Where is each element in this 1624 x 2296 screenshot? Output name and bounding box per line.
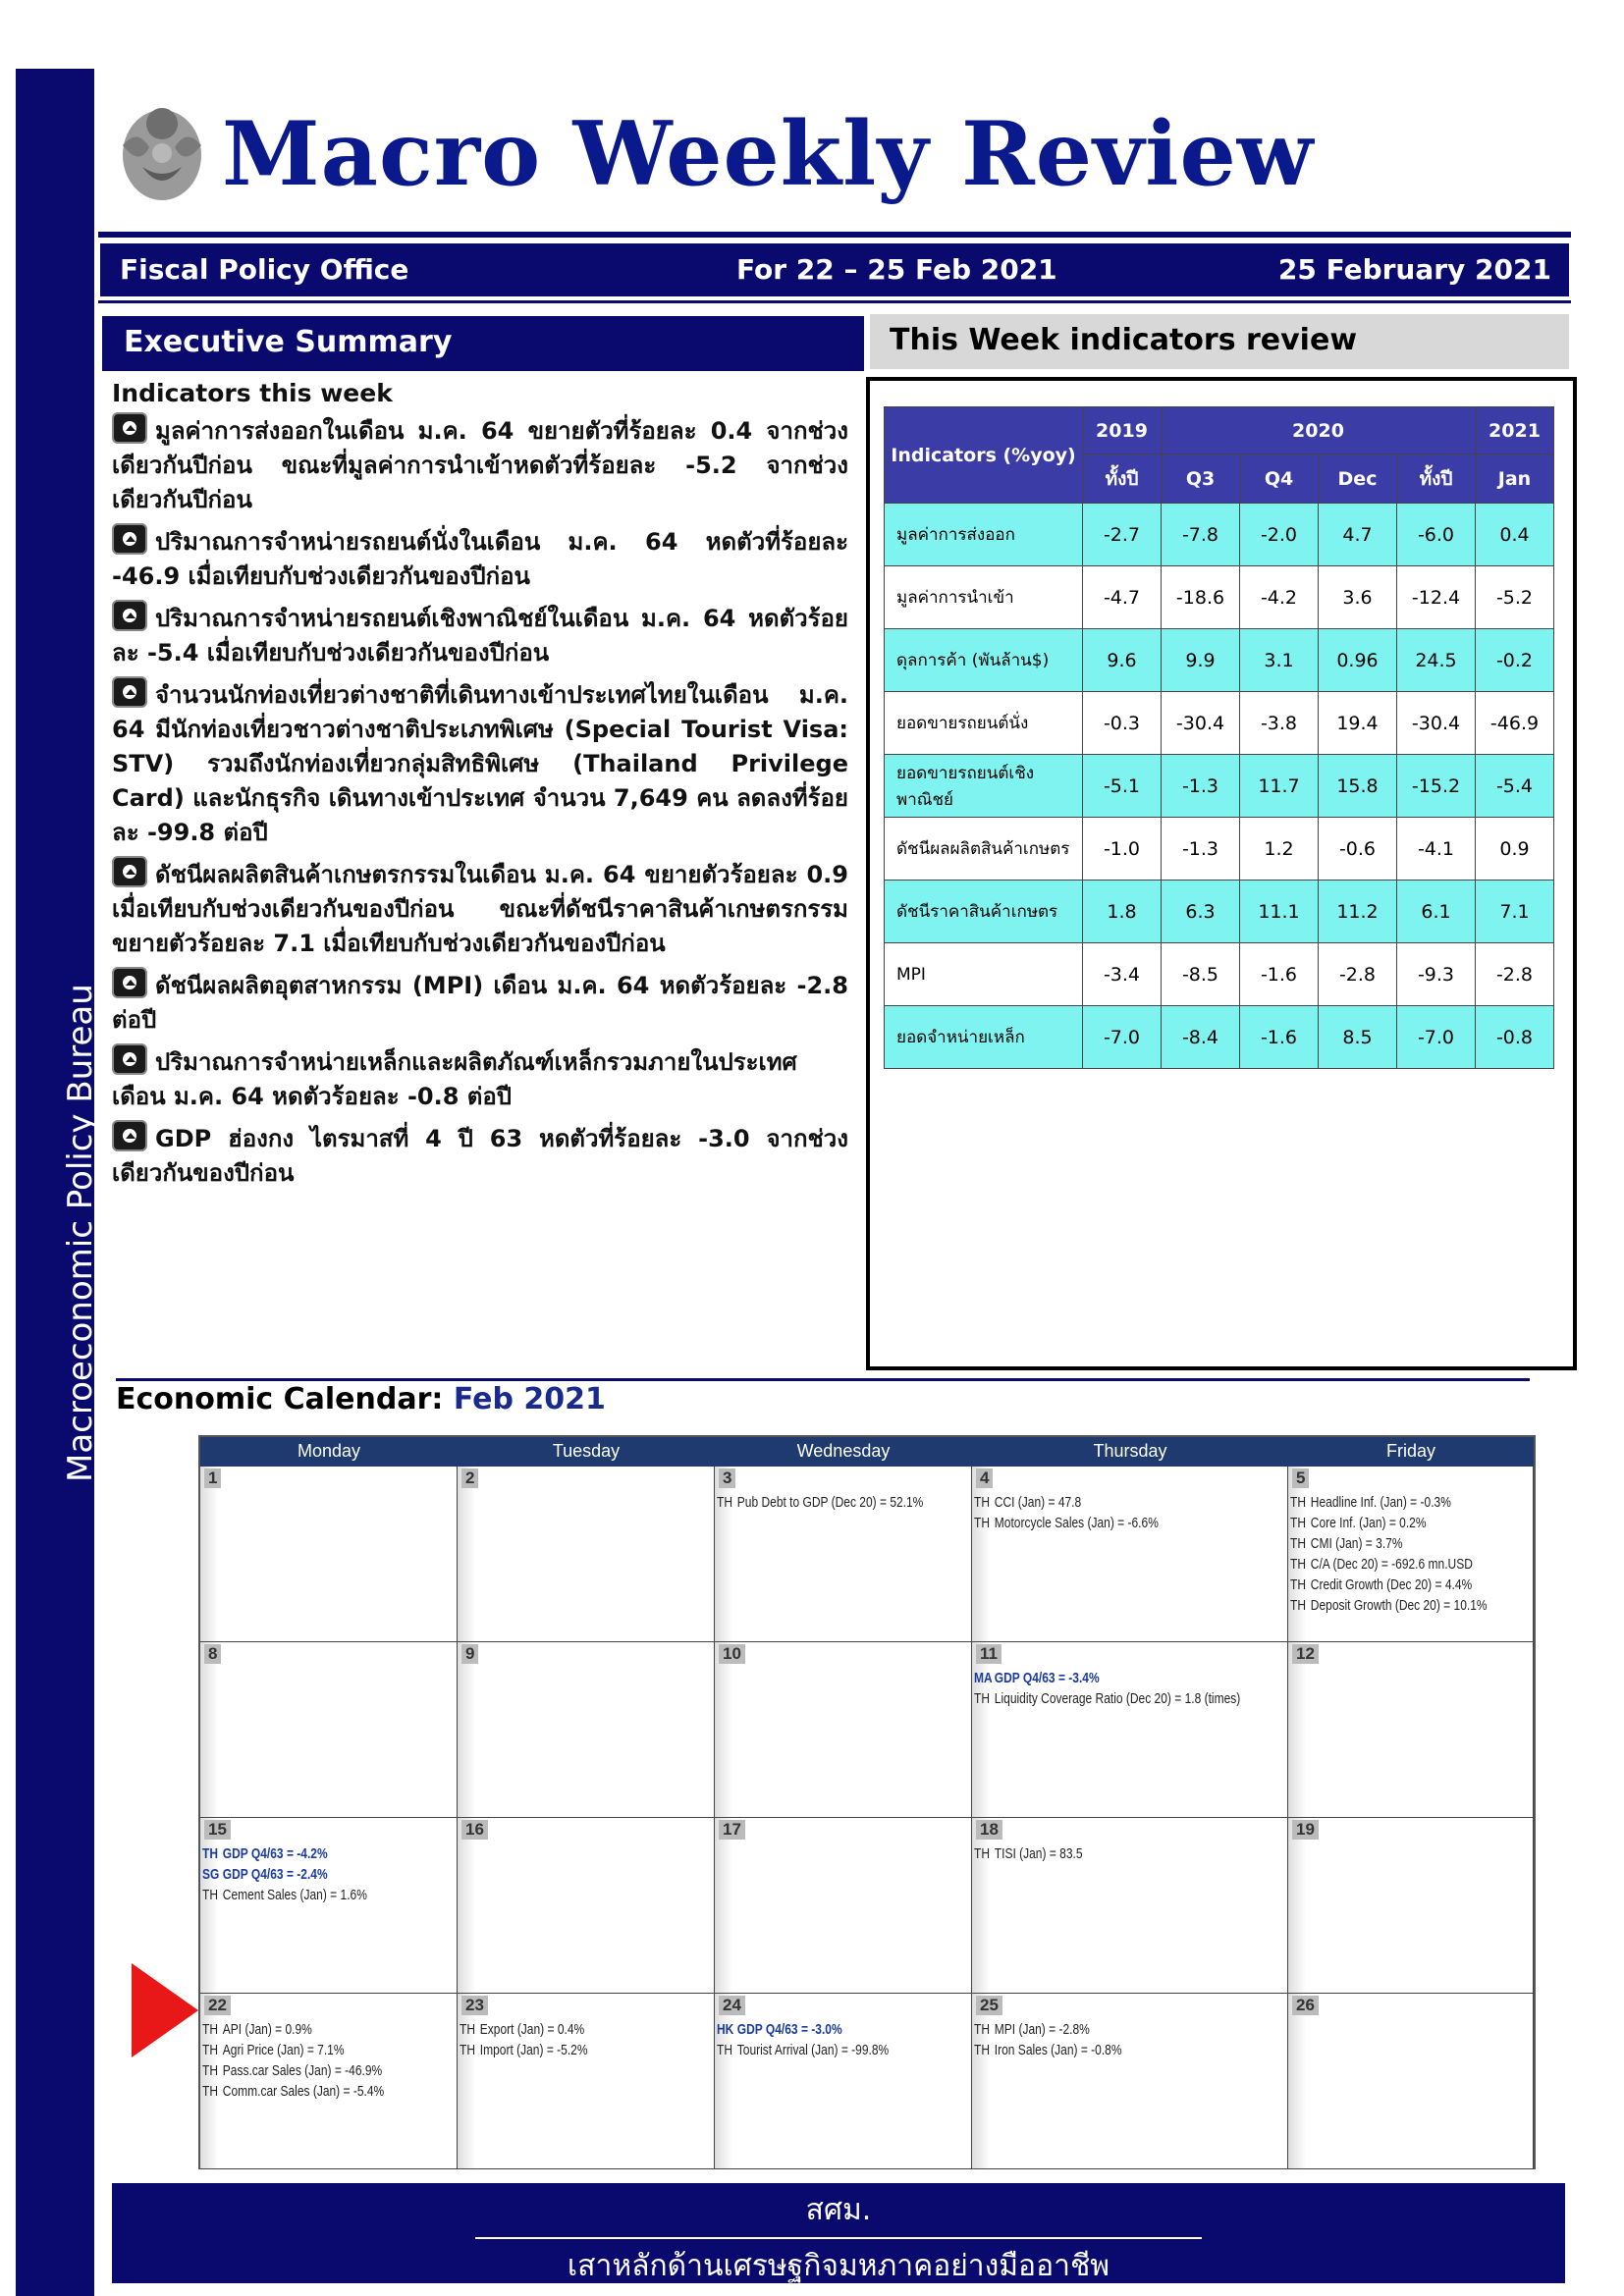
indicator-value: 1.8	[1083, 881, 1162, 943]
day-number: 2	[461, 1468, 478, 1488]
event-country: TH	[974, 2021, 990, 2038]
table-row	[885, 818, 1554, 881]
calendar-day-cell	[715, 1467, 972, 1642]
event-country: TH	[974, 1690, 990, 1707]
event-text: CCI (Jan) = 47.8	[994, 1494, 1082, 1511]
day-number: 25	[976, 1996, 1002, 2015]
event-country: TH	[717, 1494, 732, 1511]
indicator-value: -2.0	[1240, 504, 1319, 566]
indicator-value: 0.4	[1476, 504, 1554, 566]
garuda-logo-icon	[110, 98, 214, 208]
day-number: 4	[976, 1468, 993, 1488]
indicator-value: 11.1	[1240, 881, 1319, 943]
calendar-event	[717, 2019, 889, 2040]
indicator-value: 24.5	[1397, 629, 1476, 692]
economic-calendar	[198, 1435, 1536, 2169]
event-text: Comm.car Sales (Jan) = -5.4%	[222, 2083, 385, 2100]
calendar-event	[974, 1513, 1159, 1533]
summary-item	[112, 600, 848, 670]
summary-item	[112, 523, 848, 594]
event-text: Cement Sales (Jan) = 1.6%	[222, 1887, 367, 1903]
executive-summary-heading: Executive Summary	[102, 316, 864, 371]
indicator-value: -2.7	[1083, 504, 1162, 566]
table-row	[885, 943, 1554, 1006]
day-number: 17	[719, 1820, 745, 1840]
calendar-event	[202, 2040, 384, 2060]
indicator-value: -5.2	[1476, 566, 1554, 629]
day-number: 3	[719, 1468, 735, 1488]
calendar-event	[1290, 1533, 1488, 1554]
indicator-value: 6.3	[1162, 881, 1240, 943]
calendar-rule	[116, 1378, 1530, 1381]
day-number: 24	[719, 1996, 745, 2015]
executive-summary	[112, 376, 848, 1197]
event-country: TH	[1290, 1494, 1306, 1511]
calendar-title	[116, 1382, 606, 1416]
weekday-header: Wednesday	[796, 1441, 891, 1461]
sidebar-text: Macroeconomic Policy Bureau	[61, 984, 100, 1482]
calendar-day-cell	[1288, 1467, 1534, 1642]
event-text: Iron Sales (Jan) = -0.8%	[994, 2042, 1122, 2058]
indicator-value: 0.96	[1319, 629, 1397, 692]
event-text: Credit Growth (Dec 20) = 4.4%	[1310, 1576, 1473, 1593]
indicator-value: -1.3	[1162, 755, 1240, 818]
subcol-header: ทั้งปี	[1397, 454, 1476, 504]
bullet-icon	[112, 1120, 147, 1151]
calendar-event	[974, 1843, 1083, 1864]
indicators-table	[884, 406, 1554, 1069]
event-text: Tourist Arrival (Jan) = -99.8%	[736, 2042, 890, 2058]
indicator-value: -5.1	[1083, 755, 1162, 818]
event-country: TH	[717, 2042, 732, 2058]
subcol-header: Q4	[1240, 454, 1319, 504]
event-country: TH	[202, 2083, 218, 2100]
indicator-value: -1.6	[1240, 943, 1319, 1006]
day-number: 26	[1292, 1996, 1319, 2015]
calendar-day-cell	[972, 1994, 1288, 2169]
indicator-value: -30.4	[1162, 692, 1240, 755]
calendar-event	[1290, 1554, 1488, 1575]
subcol-header: ทั้งปี	[1083, 454, 1162, 504]
indicators-review-heading: This Week indicators review	[870, 314, 1569, 369]
indicator-value: 19.4	[1319, 692, 1397, 755]
indicator-value: -4.7	[1083, 566, 1162, 629]
indicator-value: -2.8	[1319, 943, 1397, 1006]
day-number: 23	[461, 1996, 488, 2015]
issue-date: 25 February 2021	[1277, 253, 1551, 286]
calendar-event	[202, 1864, 367, 1885]
calendar-day-cell	[458, 1818, 715, 1994]
year-2020: 2020	[1162, 407, 1476, 454]
indicator-value: -8.4	[1162, 1006, 1240, 1069]
calendar-day-cell	[715, 1642, 972, 1818]
table-row	[885, 1006, 1554, 1069]
summary-item-text: ปริมาณการจำหน่ายเหล็กและผลิตภัณฑ์เหล็กรวมภายในประเทศเดือน ม.ค. 64 หดตัวร้อยละ -0.8 ต่อปี	[112, 1048, 797, 1110]
calendar-day-cell	[715, 1818, 972, 1994]
calendar-event	[460, 2040, 588, 2060]
summary-item-text: จำนวนนักท่องเที่ยวต่างชาติที่เดินทางเข้าประเทศไทยในเดือน ม.ค. 64 มีนักท่องเที่ยวชาวต่างชาติประเภทพิเศษ (Special Tourist Visa: STV) รวมถึงนักท่องเที่ยวกลุ่มสิทธิพิเศษ (Thailand Privilege Card) และนักธุรกิจ เดินทางเข้าประเทศ จำนวน 7,649 คน ลดลงที่ร้อยละ -99.8 ต่อปี	[112, 681, 848, 846]
indicator-value: -6.0	[1397, 504, 1476, 566]
calendar-day-cell	[200, 1818, 458, 1994]
indicator-label: ดัชนีราคาสินค้าเกษตร	[885, 881, 1083, 943]
summary-item	[112, 1043, 848, 1114]
indicator-value: -7.8	[1162, 504, 1240, 566]
indicator-value: -9.3	[1397, 943, 1476, 1006]
event-text: Core Inf. (Jan) = 0.2%	[1310, 1515, 1427, 1531]
indicator-value: -1.3	[1162, 818, 1240, 881]
day-number: 1	[204, 1468, 221, 1488]
calendar-day-cell	[972, 1818, 1288, 1994]
day-number: 16	[461, 1820, 488, 1840]
event-text: C/A (Dec 20) = -692.6 mn.USD	[1310, 1556, 1473, 1573]
event-country: TH	[974, 2042, 990, 2058]
year-2019: 2019	[1083, 407, 1162, 454]
calendar-event	[202, 2060, 384, 2081]
calendar-day-cell	[200, 1994, 458, 2169]
indicator-value: 11.7	[1240, 755, 1319, 818]
event-country: TH	[1290, 1576, 1306, 1593]
indicator-value: -3.4	[1083, 943, 1162, 1006]
event-text: GDP Q4/63 = -2.4%	[222, 1866, 328, 1883]
indicator-value: -8.5	[1162, 943, 1240, 1006]
indicator-value: -0.3	[1083, 692, 1162, 755]
calendar-event	[717, 2040, 889, 2060]
event-text: CMI (Jan) = 3.7%	[1310, 1535, 1403, 1552]
weekday-header: Tuesday	[552, 1441, 621, 1461]
summary-item	[112, 967, 848, 1038]
indicator-value: -3.8	[1240, 692, 1319, 755]
event-text: TISI (Jan) = 83.5	[994, 1845, 1083, 1862]
period-label: For 22 – 25 Feb 2021	[736, 253, 1057, 286]
indicator-value: 9.9	[1162, 629, 1240, 692]
calendar-event	[974, 2019, 1122, 2040]
event-country: TH	[202, 2021, 218, 2038]
calendar-day-cell	[458, 1642, 715, 1818]
calendar-day-cell	[1288, 1642, 1534, 1818]
event-text: Deposit Growth (Dec 20) = 10.1%	[1310, 1597, 1488, 1614]
office-name: Fiscal Policy Office	[120, 253, 409, 286]
event-text: Headline Inf. (Jan) = -0.3%	[1310, 1494, 1451, 1511]
subcol-header: Jan	[1476, 454, 1554, 504]
event-country: TH	[974, 1515, 990, 1531]
event-country: TH	[202, 1845, 218, 1862]
event-country: SG	[202, 1866, 220, 1883]
event-country: TH	[1290, 1556, 1306, 1573]
year-2021: 2021	[1476, 407, 1554, 454]
summary-item	[112, 856, 848, 961]
indicators-col-label: Indicators (%yoy)	[885, 407, 1083, 504]
day-number: 9	[461, 1644, 478, 1664]
indicator-label: ยอดจำหน่ายเหล็ก	[885, 1006, 1083, 1069]
day-number: 5	[1292, 1468, 1309, 1488]
calendar-day-cell	[1288, 1994, 1534, 2169]
calendar-event	[460, 2019, 588, 2040]
current-week-arrow-icon	[132, 1963, 198, 2057]
indicator-value: 9.6	[1083, 629, 1162, 692]
calendar-event	[202, 1843, 367, 1864]
weekday-header: Friday	[1385, 1441, 1435, 1461]
table-row	[885, 566, 1554, 629]
summary-item-text: ปริมาณการจำหน่ายรถยนต์เชิงพาณิชย์ในเดือน ม.ค. 64 หดตัวร้อยละ -5.4 เมื่อเทียบกับช่วงเดียวกันของปีก่อน	[112, 605, 848, 667]
event-country: TH	[460, 2042, 475, 2058]
event-country: TH	[460, 2021, 475, 2038]
table-row	[885, 692, 1554, 755]
summary-item-text: ดัชนีผลผลิตอุตสาหกรรม (MPI) เดือน ม.ค. 64 หดตัวร้อยละ -2.8 ต่อปี	[112, 972, 848, 1034]
indicator-label: MPI	[885, 943, 1083, 1006]
calendar-day-cell	[715, 1994, 972, 2169]
calendar-day-cell	[458, 1994, 715, 2169]
calendar-event	[974, 2040, 1122, 2060]
table-row	[885, 629, 1554, 692]
calendar-day-cell	[972, 1467, 1288, 1642]
footer-banner	[112, 2183, 1565, 2283]
bullet-icon	[112, 967, 147, 998]
event-country: TH	[1290, 1535, 1306, 1552]
indicator-value: -4.2	[1240, 566, 1319, 629]
indicator-value: -0.2	[1476, 629, 1554, 692]
bullet-icon	[112, 600, 147, 631]
table-row	[885, 755, 1554, 818]
bullet-icon	[112, 856, 147, 887]
day-number: 12	[1292, 1644, 1319, 1664]
calendar-day-cell	[458, 1467, 715, 1642]
indicator-value: 3.6	[1319, 566, 1397, 629]
indicator-value: -5.4	[1476, 755, 1554, 818]
summary-item-text: ดัชนีผลผลิตสินค้าเกษตรกรรมในเดือน ม.ค. 64 ขยายตัวร้อยละ 0.9 เมื่อเทียบกับช่วงเดียวกันของปีก่อน ขณะที่ดัชนีราคาสินค้าเกษตรกรรม ขยายตัวร้อยละ 7.1 เมื่อเทียบกับช่วงเดียวกันของปีก่อน	[112, 861, 848, 957]
calendar-title-label: Economic Calendar:	[116, 1382, 444, 1416]
day-number: 19	[1292, 1820, 1319, 1840]
indicator-label: ดัชนีผลผลิตสินค้าเกษตร	[885, 818, 1083, 881]
header-rule	[98, 300, 1571, 303]
subcol-header: Q3	[1162, 454, 1240, 504]
event-country: HK	[717, 2021, 734, 2038]
event-country: TH	[202, 1887, 218, 1903]
indicator-label: ดุลการค้า (พันล้าน$)	[885, 629, 1083, 692]
event-text: Export (Jan) = 0.4%	[479, 2021, 585, 2038]
calendar-event	[202, 1885, 367, 1905]
indicator-label: ยอดขายรถยนต์นั่ง	[885, 692, 1083, 755]
indicator-value: -7.0	[1397, 1006, 1476, 1069]
calendar-event	[1290, 1575, 1488, 1595]
indicator-value: -46.9	[1476, 692, 1554, 755]
event-text: Liquidity Coverage Ratio (Dec 20) = 1.8 (times)	[994, 1690, 1241, 1707]
calendar-event	[202, 2081, 384, 2102]
event-text: GDP Q4/63 = -3.4%	[994, 1670, 1100, 1686]
header-bar	[100, 243, 1569, 296]
indicator-value: 6.1	[1397, 881, 1476, 943]
footer-line1: สศม.	[805, 2193, 872, 2227]
calendar-event	[1290, 1513, 1488, 1533]
day-number: 11	[976, 1644, 1001, 1664]
event-text: MPI (Jan) = -2.8%	[994, 2021, 1090, 2038]
calendar-event	[974, 1668, 1240, 1688]
summary-item	[112, 1120, 848, 1191]
subcol-header: Dec	[1319, 454, 1397, 504]
event-text: Pub Debt to GDP (Dec 20) = 52.1%	[736, 1494, 924, 1511]
indicator-label: ยอดขายรถยนต์เชิงพาณิชย์	[885, 755, 1083, 818]
summary-item-text: ปริมาณการจำหน่ายรถยนต์นั่งในเดือน ม.ค. 64 หดตัวที่ร้อยละ -46.9 เมื่อเทียบกับช่วงเดียวกันของปีก่อน	[112, 528, 848, 590]
indicator-value: -1.6	[1240, 1006, 1319, 1069]
page-title: Macro Weekly Review	[222, 102, 1315, 206]
day-number: 15	[204, 1820, 231, 1840]
calendar-event	[974, 1688, 1240, 1709]
indicator-value: -18.6	[1162, 566, 1240, 629]
indicator-value: 3.1	[1240, 629, 1319, 692]
event-text: GDP Q4/63 = -4.2%	[222, 1845, 328, 1862]
indicator-value: -2.8	[1476, 943, 1554, 1006]
indicator-value: 7.1	[1476, 881, 1554, 943]
calendar-day-cell	[200, 1642, 458, 1818]
event-text: Agri Price (Jan) = 7.1%	[222, 2042, 345, 2058]
bullet-icon	[112, 412, 147, 444]
weekday-header: Monday	[297, 1441, 361, 1461]
calendar-day-cell	[1288, 1818, 1534, 1994]
indicator-label: มูลค่าการนำเข้า	[885, 566, 1083, 629]
summary-subheading: Indicators this week	[112, 379, 393, 407]
indicator-value: 8.5	[1319, 1006, 1397, 1069]
indicator-value: -12.4	[1397, 566, 1476, 629]
indicator-value: -0.8	[1476, 1006, 1554, 1069]
event-text: Import (Jan) = -5.2%	[479, 2042, 588, 2058]
bullet-icon	[112, 523, 147, 555]
calendar-event	[974, 1492, 1159, 1513]
indicator-value: -4.1	[1397, 818, 1476, 881]
event-country: TH	[1290, 1597, 1306, 1614]
event-country: TH	[1290, 1515, 1306, 1531]
event-country: TH	[974, 1494, 990, 1511]
summary-item-text: GDP ฮ่องกง ไตรมาสที่ 4 ปี 63 หดตัวที่ร้อยละ -3.0 จากช่วงเดียวกันของปีก่อน	[112, 1125, 848, 1187]
summary-item	[112, 676, 848, 850]
calendar-event	[717, 1492, 923, 1513]
event-text: Pass.car Sales (Jan) = -46.9%	[222, 2062, 383, 2079]
indicator-value: 11.2	[1319, 881, 1397, 943]
event-country: TH	[974, 1845, 990, 1862]
calendar-header	[200, 1437, 1534, 1467]
indicator-label: มูลค่าการส่งออก	[885, 504, 1083, 566]
bullet-icon	[112, 1043, 147, 1075]
event-country: TH	[202, 2062, 218, 2079]
indicator-value: -1.0	[1083, 818, 1162, 881]
indicator-value: -30.4	[1397, 692, 1476, 755]
indicator-value: 0.9	[1476, 818, 1554, 881]
indicator-value: 1.2	[1240, 818, 1319, 881]
calendar-day-cell	[200, 1467, 458, 1642]
summary-item	[112, 412, 848, 517]
footer-divider	[475, 2237, 1202, 2239]
weekday-header: Thursday	[1093, 1441, 1167, 1461]
calendar-event	[1290, 1492, 1488, 1513]
event-text: Motorcycle Sales (Jan) = -6.6%	[994, 1515, 1159, 1531]
day-number: 8	[204, 1644, 221, 1664]
indicator-value: 15.8	[1319, 755, 1397, 818]
day-number: 10	[719, 1644, 745, 1664]
title-rule	[98, 232, 1571, 238]
footer-line2: เสาหลักด้านเศรษฐกิจมหภาคอย่างมืออาชีพ	[567, 2249, 1110, 2283]
day-number: 22	[204, 1996, 231, 2015]
summary-item-text: มูลค่าการส่งออกในเดือน ม.ค. 64 ขยายตัวที่ร้อยละ 0.4 จากช่วงเดียวกันปีก่อน ขณะที่มูลค่าการนำเข้าหดตัวที่ร้อยละ -5.2 จากช่วงเดียวกันปีก่อน	[112, 417, 848, 513]
event-country: MA	[974, 1670, 993, 1686]
calendar-month: Feb 2021	[453, 1382, 606, 1416]
calendar-event	[1290, 1595, 1488, 1616]
table-row	[885, 881, 1554, 943]
calendar-event	[202, 2019, 384, 2040]
calendar-day-cell	[972, 1642, 1288, 1818]
day-number: 18	[976, 1820, 1002, 1840]
indicator-value: -15.2	[1397, 755, 1476, 818]
event-text: API (Jan) = 0.9%	[222, 2021, 312, 2038]
bullet-icon	[112, 676, 147, 708]
event-country: TH	[202, 2042, 218, 2058]
table-row	[885, 504, 1554, 566]
indicator-value: -0.6	[1319, 818, 1397, 881]
indicator-value: -7.0	[1083, 1006, 1162, 1069]
indicator-value: 4.7	[1319, 504, 1397, 566]
event-text: GDP Q4/63 = -3.0%	[736, 2021, 842, 2038]
